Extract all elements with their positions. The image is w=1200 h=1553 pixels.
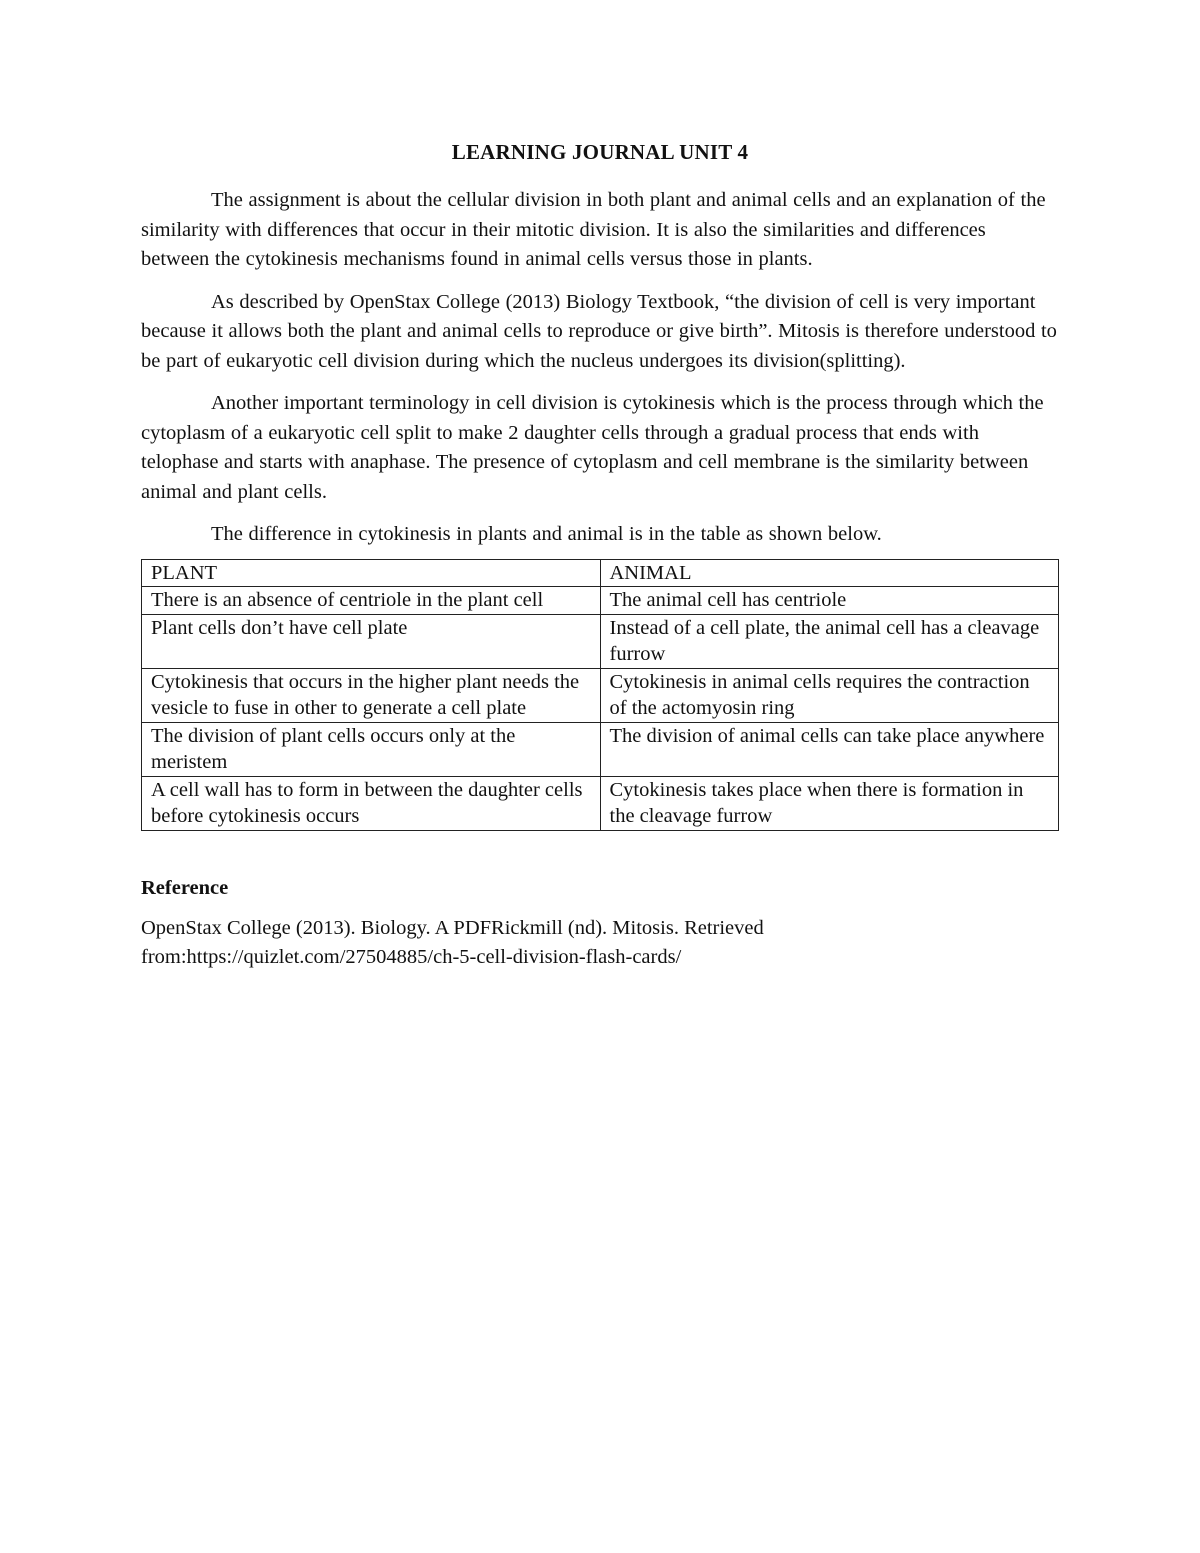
table-row	[142, 776, 1059, 830]
table-cell-plant: Cytokinesis that occurs in the higher plant needs the vesicle to fuse in other to generate a cell plate	[142, 668, 601, 722]
table-row	[142, 587, 1059, 615]
table-cell-animal: The animal cell has centriole	[600, 587, 1059, 615]
document-page	[141, 140, 1059, 972]
paragraph-intro: The assignment is about the cellular division in both plant and animal cells and an explanation of the similarity with differences that occur in their mitotic division. It is also the similarities and differences between the cytokinesis mechanisms found in animal cells versus those in plants.	[141, 189, 1046, 270]
paragraph-table-intro: The difference in cytokinesis in plants and animal is in the table as shown below.	[211, 523, 882, 545]
table-header-animal: ANIMAL	[600, 559, 1059, 587]
table-cell-animal: The division of animal cells can take place anywhere	[600, 722, 1059, 776]
paragraph-mitosis: As described by OpenStax College (2013) Biology Textbook, “the division of cell is very important because it allows both the plant and animal cells to reproduce or give birth”. Mitosis is therefore understood to be part of eukaryotic cell division during which the nucleus undergoes its division(splitting).	[141, 290, 1057, 372]
table-cell-plant: A cell wall has to form in between the daughter cells before cytokinesis occurs	[142, 776, 601, 830]
page-title: LEARNING JOURNAL UNIT 4	[451, 140, 749, 164]
table-cell-plant: The division of plant cells occurs only at the meristem	[142, 722, 601, 776]
table-cell-plant: There is an absence of centriole in the plant cell	[142, 587, 601, 615]
paragraph-cytokinesis: Another important terminology in cell division is cytokinesis which is the process through which the cytoplasm of a eukaryotic cell split to make 2 daughter cells through a gradual process that ends with telophase and starts with anaphase. The presence of cytoplasm and cell membrane is the similarity between animal and plant cells.	[141, 392, 1044, 503]
table-row	[142, 614, 1059, 668]
table-cell-animal: Cytokinesis in animal cells requires the contraction of the actomyosin ring	[600, 668, 1059, 722]
comparison-table	[141, 559, 1059, 831]
table-row	[142, 668, 1059, 722]
table-header-plant: PLANT	[142, 559, 601, 587]
table-header-row	[142, 559, 1059, 587]
reference-entry: OpenStax College (2013). Biology. A PDFRickmill (nd). Mitosis. Retrieved from:https://quizlet.com/27504885/ch-5-cell-division-flash-cards/	[141, 916, 764, 968]
table-cell-plant: Plant cells don’t have cell plate	[142, 614, 601, 668]
reference-heading: Reference	[141, 876, 229, 899]
table-cell-animal: Instead of a cell plate, the animal cell has a cleavage furrow	[600, 614, 1059, 668]
table-row	[142, 722, 1059, 776]
table-cell-animal: Cytokinesis takes place when there is formation in the cleavage furrow	[600, 776, 1059, 830]
